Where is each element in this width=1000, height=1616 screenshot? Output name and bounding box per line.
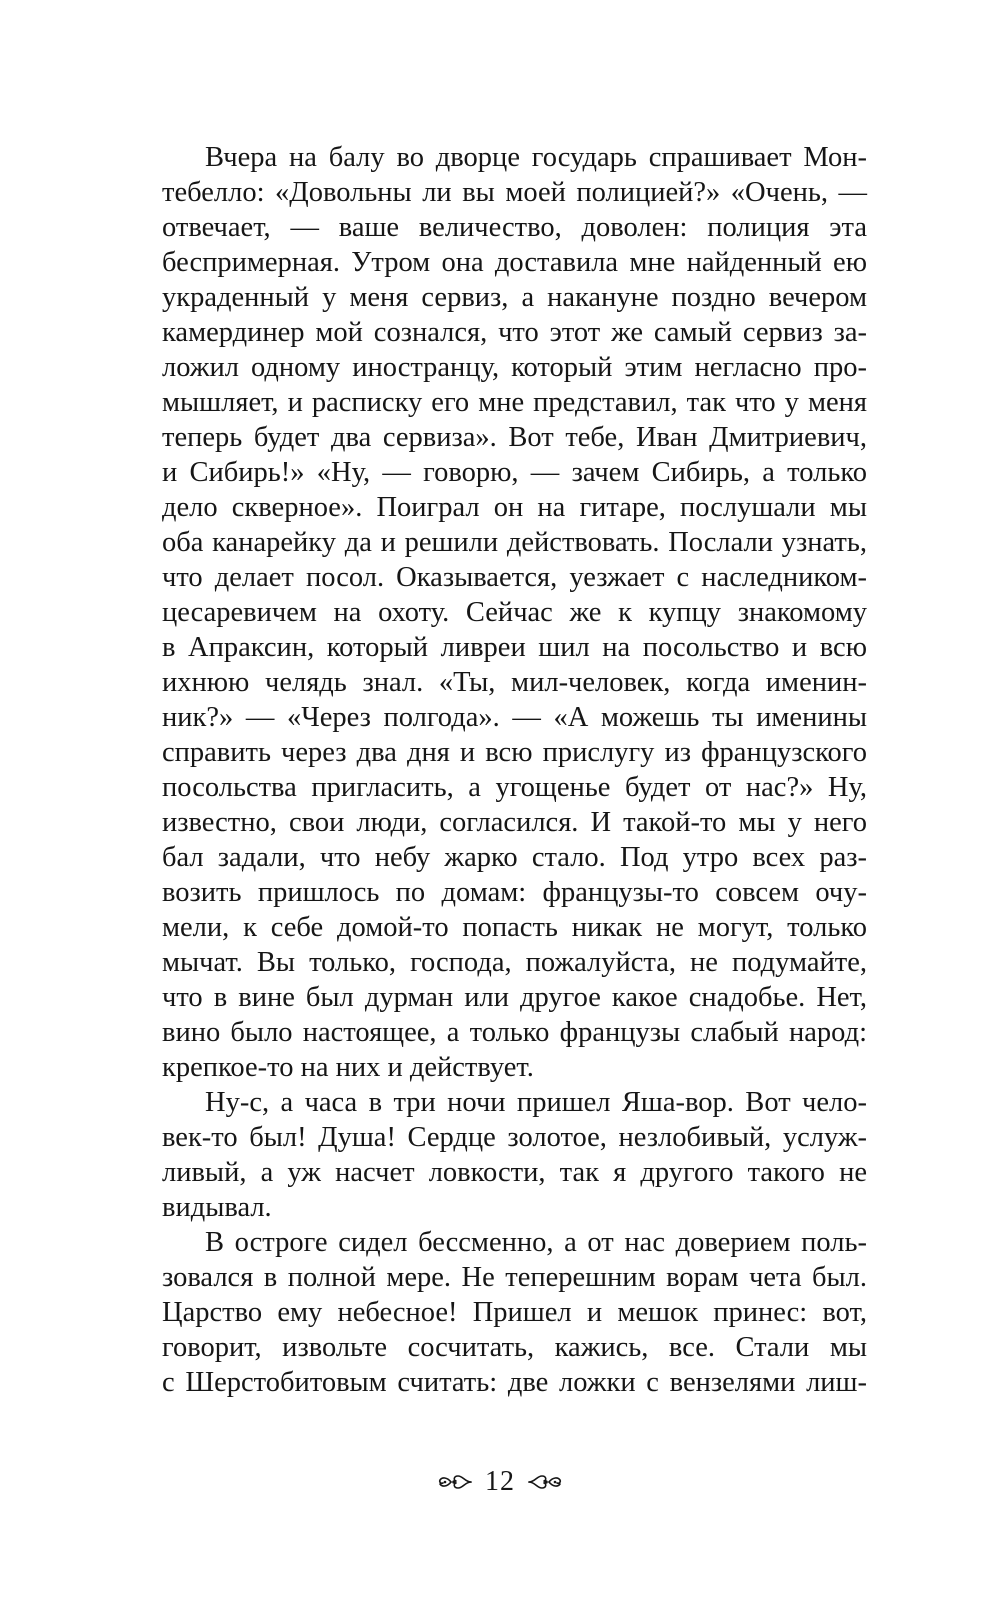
text-line: посольства пригласить, а угощенье будет от нас?» Ну,: [162, 772, 867, 803]
paragraph: [162, 1225, 867, 1400]
text-line: беспримерная. Утром она доставила мне найденный ею: [162, 247, 867, 278]
text-line: цесаревичем на охоту. Сейчас же к купцу знакомому: [162, 597, 867, 628]
text-line: зовался в полной мере. Не теперешним ворам чета был.: [162, 1262, 867, 1293]
text-line: возить пришлось по домам: французы-то совсем очу-: [162, 877, 867, 908]
text-line: мели, к себе домой-то попасть никак не могут, только: [162, 912, 867, 943]
fleuron-ornament-icon: [437, 1471, 473, 1493]
text-line: вино было настоящее, а только французы слабый народ:: [162, 1017, 867, 1048]
page-footer: [0, 1462, 1000, 1502]
fleuron-ornament-icon: [527, 1471, 563, 1493]
text-line: тебелло: «Довольны ли вы моей полицией?» «Очень, —: [162, 177, 867, 208]
text-line: что в вине был дурман или другое какое снадобье. Нет,: [162, 982, 867, 1013]
paragraph: [162, 140, 867, 1085]
text-line: известно, свои люди, согласился. И такой-то мы у него: [162, 807, 867, 838]
text-line: в Апраксин, который ливреи шил на посольство и всю: [162, 632, 867, 663]
text-line: Царство ему небесное! Пришел и мешок принес: вот,: [162, 1297, 867, 1328]
text-line: отвечает, — ваше величество, доволен: полиция эта: [162, 212, 867, 243]
text-line: мычат. Вы только, господа, пожалуйста, не подумайте,: [162, 947, 867, 978]
text-line: с Шерстобитовым считать: две ложки с вензелями лиш-: [162, 1367, 867, 1398]
text-line: и Сибирь!» «Ну, — говорю, — зачем Сибирь, а только: [162, 457, 867, 488]
text-line: век-то был! Душа! Сердце золотое, незлобивый, услуж-: [162, 1122, 867, 1153]
paragraph: [162, 1085, 867, 1225]
text-line: ливый, а уж насчет ловкости, так я другого такого не: [162, 1157, 867, 1188]
text-line: крепкое-то на них и действует.: [162, 1052, 534, 1083]
text-line: ихнюю челядь знал. «Ты, мил-человек, когда именин-: [162, 667, 867, 698]
page-number: 12: [485, 1466, 515, 1497]
text-line: ложил одному иностранцу, который этим негласно про-: [162, 352, 867, 383]
text-line: камердинер мой сознался, что этот же самый сервиз за-: [162, 317, 867, 348]
text-line: мышляет, и расписку его мне представил, так что у меня: [162, 387, 867, 418]
text-line: справить через два дня и всю прислугу из французского: [162, 737, 867, 768]
text-line: оба канарейку да и решили действовать. Послали узнать,: [162, 527, 867, 558]
text-line: что делает посол. Оказывается, уезжает с наследником-: [162, 562, 867, 593]
text-line: говорит, извольте сосчитать, кажись, все. Стали мы: [162, 1332, 867, 1363]
text-line: бал задали, что небу жарко стало. Под утро всех раз-: [162, 842, 867, 873]
text-line: Ну-с, а часа в три ночи пришел Яша-вор. Вот чело-: [205, 1087, 867, 1118]
body-text: [162, 140, 867, 1400]
text-line: видывал.: [162, 1192, 272, 1223]
text-line: украденный у меня сервиз, а накануне поздно вечером: [162, 282, 867, 313]
text-line: теперь будет два сервиза». Вот тебе, Иван Дмитриевич,: [162, 422, 867, 453]
text-line: В остроге сидел бессменно, а от нас доверием поль-: [205, 1227, 867, 1258]
text-line: ник?» — «Через полгода». — «А можешь ты именины: [162, 702, 867, 733]
text-line: дело скверное». Поиграл он на гитаре, послушали мы: [162, 492, 867, 523]
text-line: Вчера на балу во дворце государь спрашивает Мон-: [205, 142, 867, 173]
